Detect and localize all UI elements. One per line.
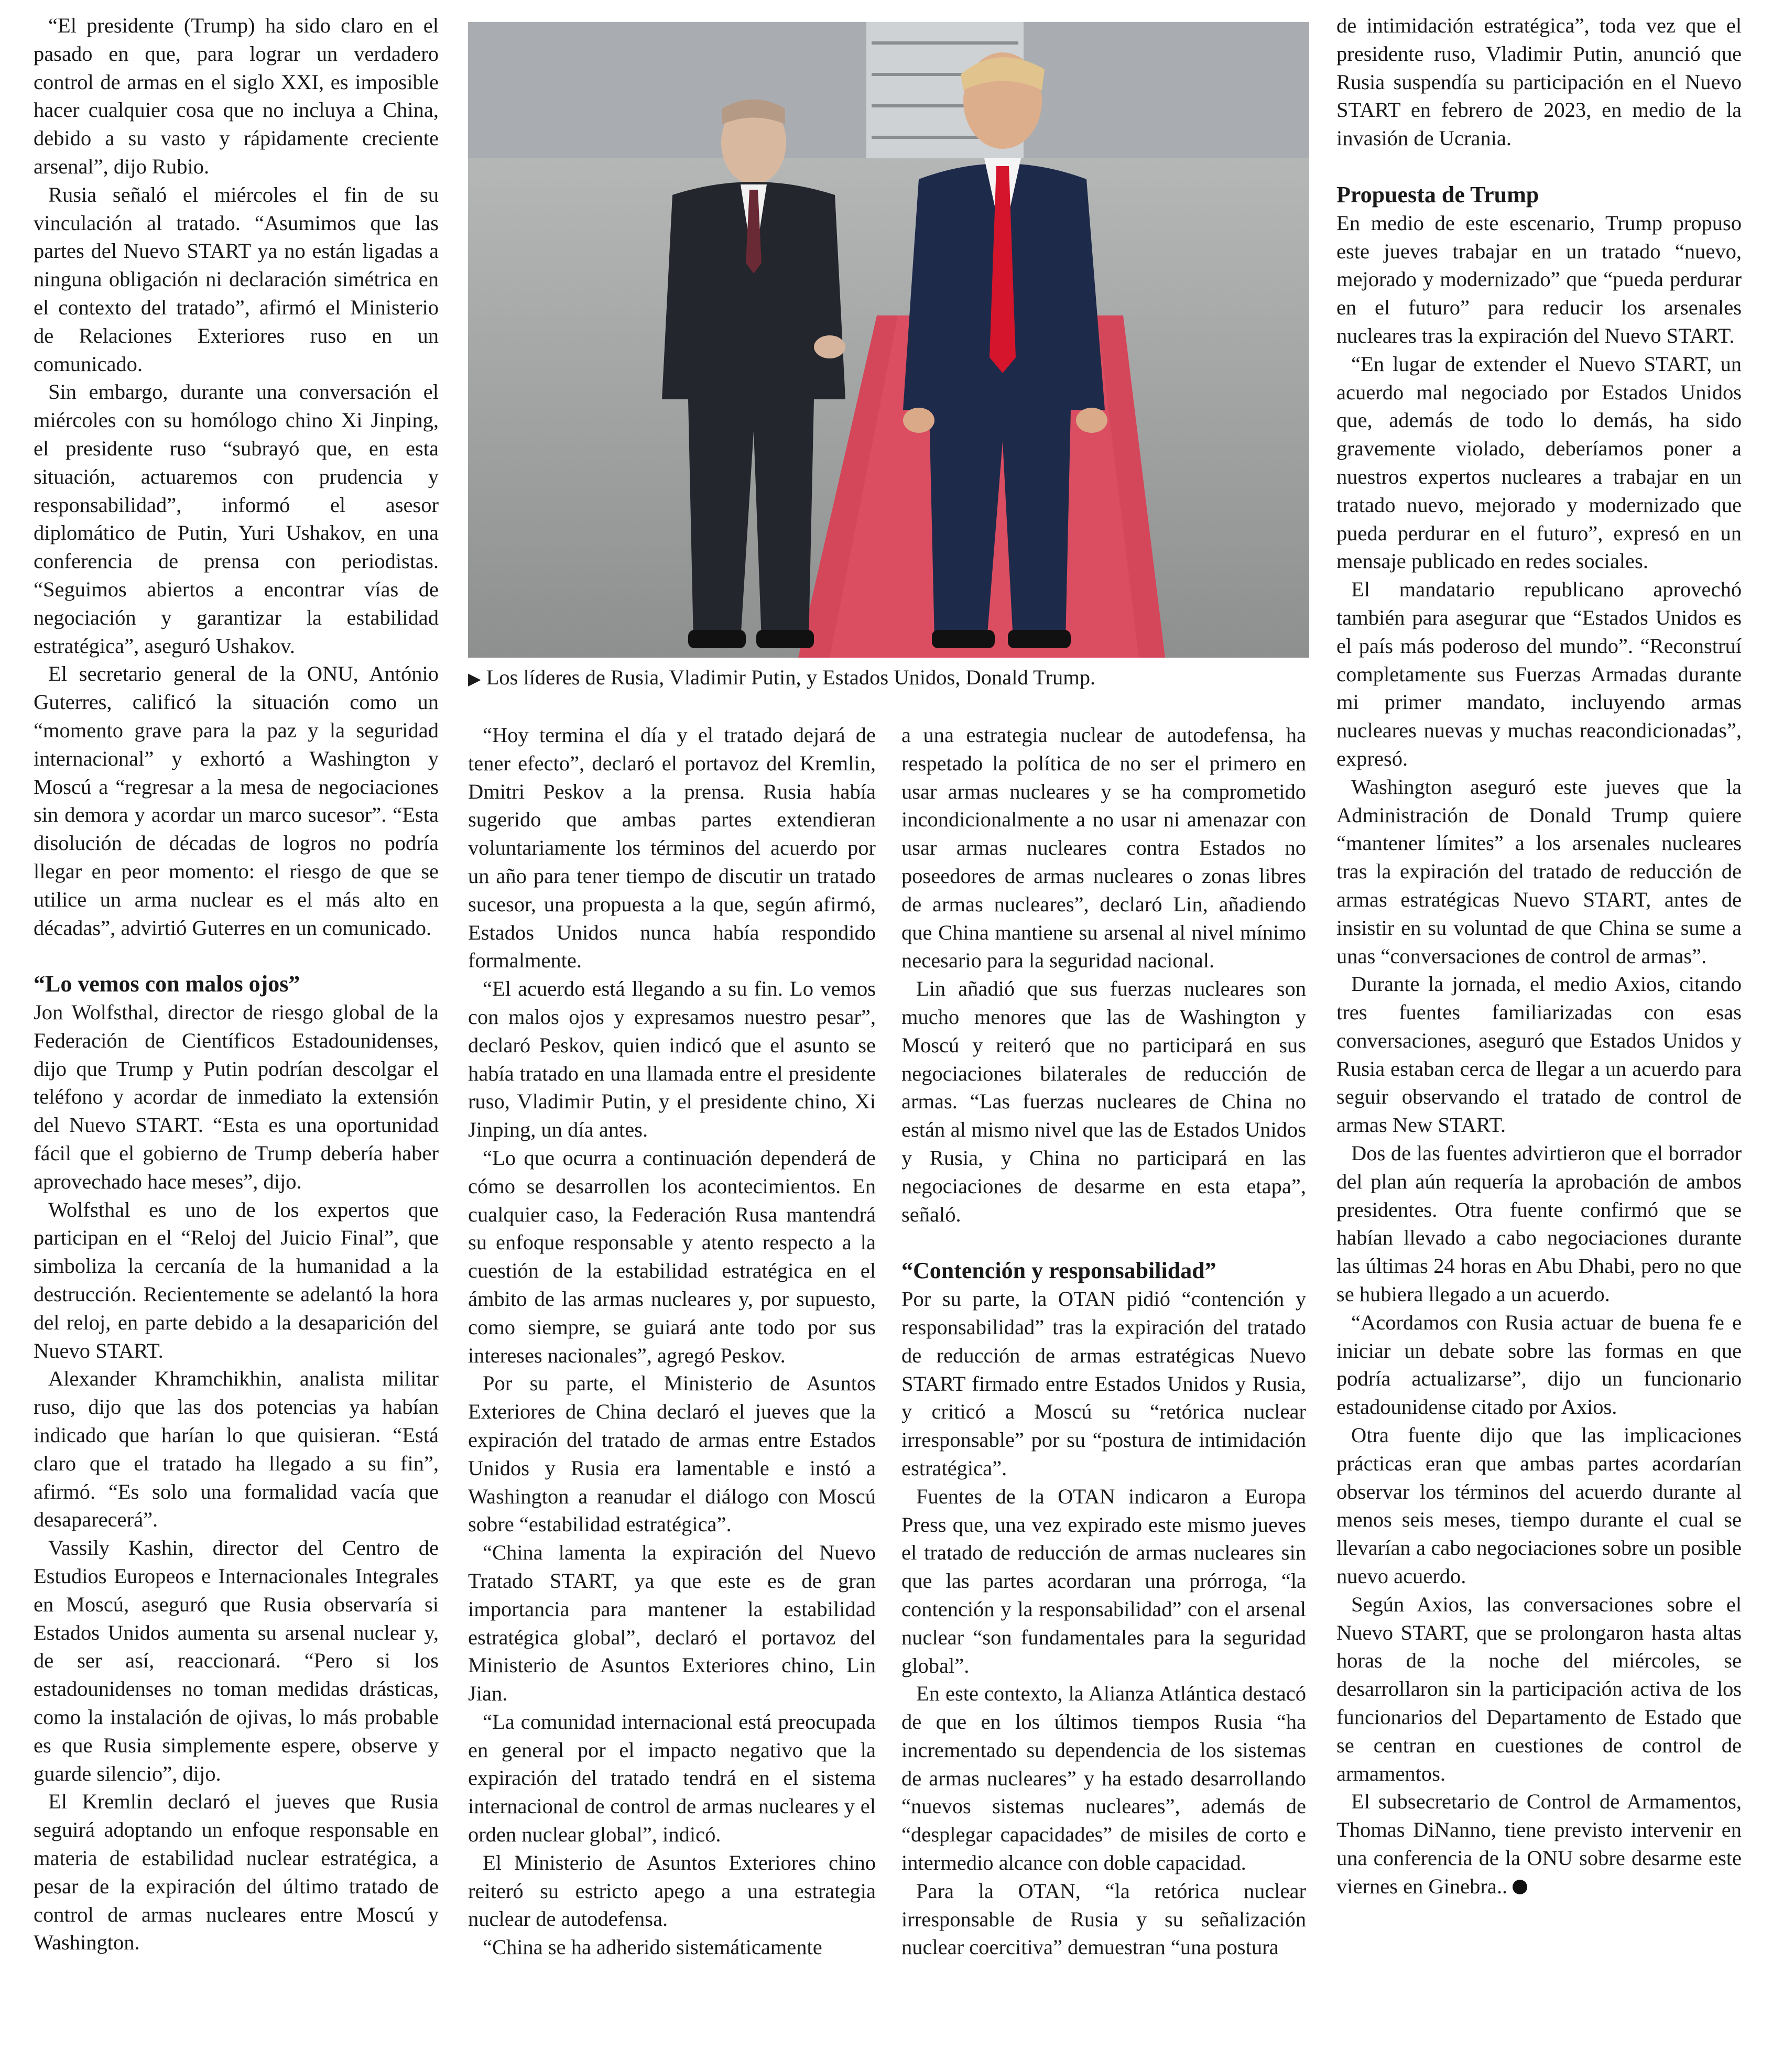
paragraph: “China se ha adherido sistemáticamente [483, 1935, 822, 1959]
end-mark-icon [1513, 1880, 1527, 1894]
caption-arrow-icon: ▶ [468, 669, 481, 688]
paragraph: Wolfsthal es uno de los expertos que participan en el “Reloj del Juicio Final”, que simboliza la cercanía de la humanidad a la destrucción. Recientemente se adelantó la hora del reloj, en parte debido a la desaparición del Nuevo START. [34, 1197, 439, 1362]
column-4 [1336, 12, 1742, 1901]
column-3 [901, 721, 1306, 1961]
paragraph: a una estrategia nuclear de autodefensa, ha respetado la política de no ser el primero en usar armas nucleares y se ha comprometido incondicionalmente a no usar ni amenazar con usar armas nucleares contra Estados no poseedores de armas nucleares o zonas libres de armas nucleares”, declaró Lin, añadiendo que China mantiene su arsenal al nivel mínimo necesario para la seguridad nacional. [901, 723, 1306, 973]
paragraph: Por su parte, el Ministerio de Asuntos Exteriores de China declaró el jueves que la expiración del tratado de armas entre Estados Unidos y Rusia era lamentable e instó a Washington a reanudar el diálogo con Moscú sobre “estabilidad estratégica”. [468, 1371, 876, 1536]
paragraph: de intimidación estratégica”, toda vez que el presidente ruso, Vladimir Putin, anunció que Rusia suspendía su participación en el Nuevo START en febrero de 2023, en medio de la invasión de Ucrania. [1336, 14, 1742, 150]
paragraph: Dos de las fuentes advirtieron que el borrador del plan aún requería la aprobación de ambos presidentes. Otra fuente confirmó que se habían llevado a cabo negociaciones durante las últimas 24 horas en Abu Dhabi, pero no que se hubiera llegado a un acuerdo. [1336, 1141, 1742, 1306]
paragraph: En este contexto, la Alianza Atlántica destacó de que en los últimos tiempos Rusia “ha incrementado su dependencia de los sistemas de armas nucleares” y ha estado desarrollando “nuevos sistemas nucleares”, además de “desplegar capacidades” de misiles de corto e intermedio alcance con doble capacidad. [901, 1682, 1306, 1875]
paragraph: El Ministerio de Asuntos Exteriores chino reiteró su estricto apego a una estrategia nuclear de autodefensa. [468, 1850, 876, 1931]
subheading: “Lo vemos con malos ojos” [34, 971, 300, 997]
paragraph: El Kremlin declaró el jueves que Rusia seguirá adoptando un enfoque responsable en materia de estabilidad nuclear estratégica, a pesar de la expiración del último tratado de control de armas nucleares entre Moscú y Washington. [34, 1790, 439, 1955]
news-photo [468, 22, 1309, 658]
photo-caption [468, 663, 1309, 693]
paragraph: El secretario general de la ONU, António Guterres, calificó la situación como un “momento grave para la paz y la seguridad internacional” y exhortó a Washington y Moscú a “regresar a la mesa de negociaciones sin demora y acordar un marco sucesor”. “Esta disolución de décadas de logros no podría llegar en peor momento: el riesgo de que se utilice un arma nuclear es el más alto en décadas”, advirtió Guterres en un comunicado. [34, 662, 439, 940]
paragraph: En medio de este escenario, Trump propuso este jueves trabajar en un tratado “nuevo, mejorado y modernizado” que “pueda perdurar en el futuro” para reducir los arsenales nucleares tras la expiración del Nuevo START. [1336, 211, 1742, 347]
paragraph: “En lugar de extender el Nuevo START, un acuerdo mal negociado por Estados Unidos que, además de todo lo demás, ha sido gravemente violado, deberíamos poner a nuestros expertos nucleares a trabajar en un tratado nuevo, mejorado y modernizado que pueda perdurar en el futuro”, expresó en un mensaje publicado en redes sociales. [1336, 352, 1742, 573]
paragraph: “El presidente (Trump) ha sido claro en el pasado en que, para lograr un verdadero control de armas en el siglo XXI, es imposible hacer cualquier cosa que no incluya a China, debido a su vasto y rápidamente creciente arsenal”, dijo Rubio. [34, 14, 439, 178]
subheading: Propuesta de Trump [1336, 181, 1539, 208]
paragraph: “Acordamos con Rusia actuar de buena fe e iniciar un debate sobre las formas en que podría actualizarse”, dijo un funcionario estadounidense citado por Axios. [1336, 1310, 1742, 1419]
column-2 [468, 721, 876, 1961]
paragraph: Lin añadió que sus fuerzas nucleares son mucho menores que las de Washington y Moscú y reiteró que no participará en sus negociaciones bilaterales de reducción de armas. “Las fuerzas nucleares de China no están al mismo nivel que las de Estados Unidos y Rusia, y China no participará en las negociaciones de desarme en esta etapa”, señaló. [901, 977, 1306, 1226]
subheading: “Contención y responsabilidad” [901, 1258, 1216, 1284]
paragraph: Durante la jornada, el medio Axios, citando tres fuentes familiarizadas con esas conversaciones, aseguró que Estados Unidos y Rusia estaban cerca de llegar a un acuerdo para seguir observando el tratado de control de armas New START. [1336, 972, 1742, 1137]
paragraph: El mandatario republicano aprovechó también para asegurar que “Estados Unidos es el país más poderoso del mundo”. “Reconstruí completamente sus Fuerzas Armadas durante mi primer mandato, incluyendo armas nucleares nuevas y muchas reacondicionadas”, expresó. [1336, 577, 1742, 770]
paragraph: Fuentes de la OTAN indicaron a Europa Press que, una vez expirado este mismo jueves el tratado de reducción de armas nucleares sin que las partes acordaran una prórroga, “la contención y la responsabilidad” con el arsenal nuclear “son fundamentales para la seguridad global”. [901, 1484, 1306, 1677]
paragraph: “Hoy termina el día y el tratado dejará de tener efecto”, declaró el portavoz del Kremlin, Dmitri Peskov a la prensa. Rusia había sugerido que ambas partes extendieran voluntariamente los términos del acuerdo por un año para tener tiempo de discutir un tratado sucesor, una propuesta a la que, según afirmó, Estados Unidos nunca había respondido formalmente. [468, 723, 876, 973]
paragraph [1336, 1787, 1742, 1900]
paragraph: Para la OTAN, “la retórica nuclear irresponsable de Rusia y su señalización nuclear coercitiva” demuestran “una postura [901, 1879, 1306, 1959]
paragraph: Otra fuente dijo que las implicaciones prácticas eran que ambas partes acordarían observar los términos del acuerdo durante al menos seis meses, tiempo durante el cual se llevarían a cabo negociaciones sobre un posible nuevo acuerdo. [1336, 1423, 1742, 1588]
paragraph: Según Axios, las conversaciones sobre el Nuevo START, que se prolongaron hasta altas horas de la noche del miércoles, se desarrollaron sin la participación activa de los funcionarios del Departamento de Estado que se centran en cuestiones de control de armamentos. [1336, 1592, 1742, 1785]
paragraph: “China lamenta la expiración del Nuevo Tratado START, ya que este es de gran importancia para mantener la estabilidad estratégica global”, declaró el portavoz del Ministerio de Asuntos Exteriores chino, Lin Jian. [468, 1541, 876, 1706]
paragraph: “La comunidad internacional está preocupada en general por el impacto negativo que la expiración del tratado tendrá en el sistema internacional de control de armas nucleares y el orden nuclear global”, indicó. [468, 1709, 876, 1847]
paragraph: Vassily Kashin, director del Centro de Estudios Europeos e Internacionales Integrales en Moscú, aseguró que Rusia observaría si Estados Unidos aumenta su arsenal nuclear y, de ser así, reaccionará. “Pero si los estadounidenses no toman medidas drásticas, como la instalación de ojivas, lo más probable es que Rusia simplemente espere, observe y guarde silencio”, dijo. [34, 1536, 439, 1785]
paragraph: Rusia señaló el miércoles el fin de su vinculación al tratado. “Asumimos que las partes del Nuevo START ya no están ligadas a ninguna obligación ni declaración simétrica en el contexto del tratado”, afirmó el Ministerio de Relaciones Exteriores ruso en un comunicado. [34, 182, 439, 376]
caption-text: Los líderes de Rusia, Vladimir Putin, y Estados Unidos, Donald Trump. [486, 666, 1096, 689]
paragraph: “Lo que ocurra a continuación dependerá de cómo se desarrollen los acontecimientos. En cualquier caso, la Federación Rusa mantendrá su enfoque responsable y atento respecto a la cuestión de la estabilidad estratégica en el ámbito de las armas nucleares y, por supuesto, como siempre, se guiará ante todo por sus intereses nacionales”, agregó Peskov. [468, 1146, 876, 1367]
paragraph: Alexander Khramchikhin, analista militar ruso, dijo que las dos potencias ya habían indicado que harían lo que quisieran. “Está claro que el tratado ha llegado a su fin”, afirmó. “Es solo una formalidad vacía que desaparecerá”. [34, 1367, 439, 1532]
paragraph: Jon Wolfsthal, director de riesgo global de la Federación de Científicos Estadounidenses, dijo que Trump y Putin podrían descolgar el teléfono y acordar de inmediato la extensión del Nuevo START. “Esta es una oportunidad fácil que el gobierno de Trump debería haber aprovechado hace meses”, dijo. [34, 1000, 439, 1193]
paragraph: Washington aseguró este jueves que la Administración de Donald Trump quiere “mantener límites” a los arsenales nucleares tras la expiración del tratado de reducción de armas estratégicas Nuevo START, antes de insistir en su voluntad de que China se sume a unas “conversaciones de control de armas”. [1336, 775, 1742, 968]
paragraph: Sin embargo, durante una conversación el miércoles con su homólogo chino Xi Jinping, el presidente ruso “subrayó que, en esta situación, actuaremos con prudencia y responsabilidad”, informó el asesor diplomático de Putin, Yuri Ushakov, en una conferencia de prensa con periodistas. “Seguimos abiertos a encontrar vías de negociación y garantizar la estabilidad estratégica”, aseguró Ushakov. [34, 380, 439, 658]
paragraph: Por su parte, la OTAN pidió “contención y responsabilidad” tras la expiración del tratado de reducción de armas estratégicas Nuevo START firmado entre Estados Unidos y Rusia, y criticó a Moscú su “retórica nuclear irresponsable” por su “postura de intimidación estratégica”. [901, 1287, 1306, 1480]
paragraph: “El acuerdo está llegando a su fin. Lo vemos con malos ojos y expresamos nuestro pesar”, declaró Peskov, quien indicó que el asunto se había tratado en una llamada entre el presidente ruso, Vladimir Putin, y el presidente chino, Xi Jinping, un día antes. [468, 977, 876, 1142]
closing-paragraph-text: El subsecretario de Control de Armamentos, Thomas DiNanno, tiene previsto intervenir en una conferencia de la ONU sobre desarme este viernes en Ginebra.. [1336, 1790, 1742, 1898]
column-1 [34, 12, 439, 1957]
